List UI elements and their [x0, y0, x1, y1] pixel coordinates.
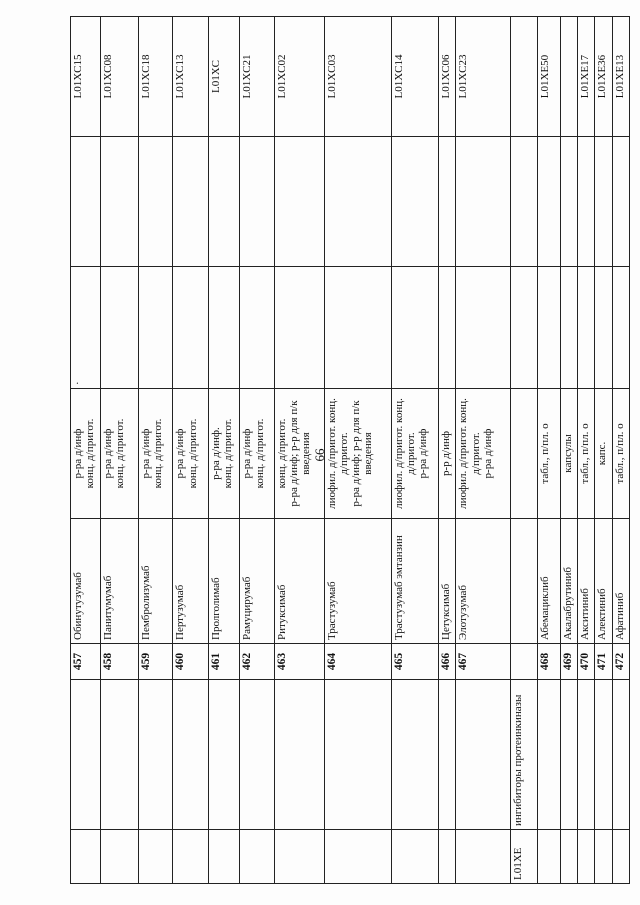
dosage-form-cell — [240, 389, 275, 519]
atx-code-cell: L01XC — [208, 17, 239, 137]
note-cell — [391, 267, 439, 389]
dosage-form-cell — [274, 389, 324, 519]
dosage-form-line: табл., п/пл. о — [613, 423, 626, 484]
group-name-cell — [595, 680, 612, 830]
table-row — [71, 17, 101, 884]
group-code-cell: L01XE — [511, 830, 538, 884]
dosage-form-cell — [71, 389, 101, 519]
drug-name-cell: Алектиниб — [595, 519, 612, 644]
drug-name-cell: Панитумумаб — [100, 519, 138, 644]
table-body — [71, 17, 630, 884]
atx-code-cell — [561, 17, 578, 137]
group-name-cell — [538, 680, 561, 830]
table-row — [439, 17, 456, 884]
group-name-cell — [561, 680, 578, 830]
drug-name-cell: Трастузумаб эмтанзин — [391, 519, 439, 644]
empty-cell — [324, 137, 391, 267]
group-code-cell — [439, 830, 456, 884]
table-row — [173, 17, 209, 884]
atx-code-cell: L01XC18 — [138, 17, 173, 137]
row-number-cell: 465 — [391, 644, 439, 680]
table-row — [240, 17, 275, 884]
note-cell — [240, 267, 275, 389]
empty-cell — [538, 137, 561, 267]
note-cell — [511, 267, 538, 389]
row-number-cell: 457 — [71, 644, 101, 680]
dosage-form-line: лиофил. д/пригот. конц. — [392, 398, 405, 509]
drug-name-cell: Обинутузумаб — [71, 519, 101, 644]
group-code-cell — [391, 830, 439, 884]
atx-code-cell: L01XE13 — [612, 17, 629, 137]
dosage-form-line: р-ра д/инф — [174, 428, 187, 479]
row-number-cell — [511, 644, 538, 680]
dosage-form-line: конц. д/пригот. — [186, 418, 199, 489]
atx-code-cell: L01XC08 — [100, 17, 138, 137]
dosage-form-line: капсулы — [562, 434, 575, 473]
group-name-cell — [439, 680, 456, 830]
note-cell — [439, 267, 456, 389]
group-name-cell — [612, 680, 629, 830]
group-code-cell — [595, 830, 612, 884]
group-code-cell — [173, 830, 209, 884]
group-code-cell — [71, 830, 101, 884]
empty-cell — [456, 137, 511, 267]
table-row — [208, 17, 239, 884]
dosage-form-line: р-ра д/инф — [241, 428, 254, 479]
atx-code-cell: L01XC02 — [274, 17, 324, 137]
page-number: 66 — [312, 448, 327, 462]
row-number-cell: 470 — [578, 644, 595, 680]
atx-code-cell: L01XE17 — [578, 17, 595, 137]
dosage-form-cell — [138, 389, 173, 519]
dosage-form-cell — [612, 389, 629, 519]
dosage-form-line: конц. д/пригот. — [222, 418, 235, 489]
dosage-form-line: конц. д/пригот. — [151, 418, 164, 489]
dosage-form-line: конц. д/пригот. — [275, 418, 288, 489]
dosage-form-line: конц. д/пригот. — [84, 418, 97, 489]
row-number-cell: 469 — [561, 644, 578, 680]
group-name-cell — [578, 680, 595, 830]
group-name-cell — [71, 680, 101, 830]
table-row — [538, 17, 561, 884]
row-number-cell: 472 — [612, 644, 629, 680]
group-code-cell — [240, 830, 275, 884]
row-number-cell: 460 — [173, 644, 209, 680]
group-name-cell: ингибиторы протеинкиназы — [511, 680, 538, 830]
group-code-cell — [456, 830, 511, 884]
dosage-form-line: введения — [300, 432, 313, 475]
drug-list-table — [70, 16, 630, 884]
dosage-form-cell — [391, 389, 439, 519]
group-code-cell — [274, 830, 324, 884]
atx-code-cell: L01XC13 — [173, 17, 209, 137]
atx-code-cell: L01XC06 — [439, 17, 456, 137]
empty-cell — [578, 137, 595, 267]
dosage-form-line: введения — [362, 432, 375, 475]
dosage-form-line: д/пригот. — [404, 432, 417, 475]
empty-cell — [561, 137, 578, 267]
group-name-cell — [100, 680, 138, 830]
dosage-form-cell — [173, 389, 209, 519]
dosage-form-cell — [439, 389, 456, 519]
empty-cell — [138, 137, 173, 267]
group-code-cell — [138, 830, 173, 884]
dosage-form-line: табл., п/пл. о — [579, 423, 592, 484]
dosage-form-line: капс. — [596, 441, 609, 466]
note-cell — [274, 267, 324, 389]
empty-cell — [612, 137, 629, 267]
empty-cell — [391, 137, 439, 267]
note-cell — [456, 267, 511, 389]
empty-cell — [240, 137, 275, 267]
dosage-form-line: табл., п/пл. о — [539, 423, 552, 484]
drug-name-cell: Ритуксимаб — [274, 519, 324, 644]
dosage-form-cell — [100, 389, 138, 519]
dosage-form-line: р-ра д/инф — [417, 428, 430, 479]
dosage-form-line: р-ра д/инф. — [209, 427, 222, 480]
table-row — [100, 17, 138, 884]
empty-cell — [439, 137, 456, 267]
atx-code-cell: L01XC14 — [391, 17, 439, 137]
atx-code-cell: L01XE36 — [595, 17, 612, 137]
drug-name-cell — [511, 519, 538, 644]
drug-name-cell: Акситиниб — [578, 519, 595, 644]
group-name-cell — [208, 680, 239, 830]
row-number-cell: 467 — [456, 644, 511, 680]
empty-cell — [208, 137, 239, 267]
dosage-form-line: р-ра д/инф; р-р для п/к — [350, 400, 363, 507]
dosage-form-cell — [538, 389, 561, 519]
table-row — [456, 17, 511, 884]
atx-code-cell: L01XC03 — [324, 17, 391, 137]
note-cell — [208, 267, 239, 389]
group-code-cell — [578, 830, 595, 884]
group-name-cell — [240, 680, 275, 830]
drug-name-cell: Акалабрутиниб — [561, 519, 578, 644]
atx-code-cell — [511, 17, 538, 137]
atx-code-cell: L01XC21 — [240, 17, 275, 137]
dosage-form-line: р-ра д/инф — [72, 428, 84, 479]
group-name-cell — [324, 680, 391, 830]
dosage-form-line: р-ра д/инф — [139, 428, 152, 479]
table-row — [578, 17, 595, 884]
dosage-form-cell — [595, 389, 612, 519]
dosage-form-line: лиофил. д/пригот. конц. — [325, 398, 338, 509]
empty-cell — [71, 137, 101, 267]
note-cell — [173, 267, 209, 389]
table-row — [391, 17, 439, 884]
table-row — [274, 17, 324, 884]
dosage-form-cell — [561, 389, 578, 519]
drug-name-cell: Рамуцирумаб — [240, 519, 275, 644]
atx-code-cell: L01XC15 — [71, 17, 101, 137]
group-code-cell — [208, 830, 239, 884]
empty-cell — [274, 137, 324, 267]
group-code-cell — [324, 830, 391, 884]
drug-name-cell: Пертузумаб — [173, 519, 209, 644]
atx-code-cell: L01XC23 — [456, 17, 511, 137]
table-row — [561, 17, 578, 884]
drug-name-cell: Афатиниб — [612, 519, 629, 644]
group-code-cell — [561, 830, 578, 884]
drug-name-cell: Цетуксимаб — [439, 519, 456, 644]
group-name-cell — [274, 680, 324, 830]
table-row — [595, 17, 612, 884]
empty-cell — [595, 137, 612, 267]
note-cell — [578, 267, 595, 389]
note-cell — [538, 267, 561, 389]
table-row — [324, 17, 391, 884]
row-number-cell: 466 — [439, 644, 456, 680]
row-number-cell: 461 — [208, 644, 239, 680]
dosage-form-line: д/пригот. — [469, 432, 482, 475]
group-code-cell — [612, 830, 629, 884]
group-header-row — [511, 17, 538, 884]
row-number-cell: 462 — [240, 644, 275, 680]
drug-name-cell: Трастузумаб — [324, 519, 391, 644]
group-name-cell — [138, 680, 173, 830]
row-number-cell: 458 — [100, 644, 138, 680]
dosage-form-line: р-ра д/инф — [481, 428, 494, 479]
drug-name-cell: Абемациклиб — [538, 519, 561, 644]
dosage-form-line: р-ра д/инф — [101, 428, 114, 479]
dosage-form-line: р-ра д/инф; р-р для п/к — [288, 400, 301, 507]
dosage-form-line: конц. д/пригот. — [114, 418, 127, 489]
group-name-cell — [456, 680, 511, 830]
dosage-form-line: конц. д/пригот. — [253, 418, 266, 489]
atx-code-cell: L01XE50 — [538, 17, 561, 137]
drug-name-cell: Пролголимаб — [208, 519, 239, 644]
dosage-form-cell — [578, 389, 595, 519]
note-cell — [324, 267, 391, 389]
group-code-cell — [538, 830, 561, 884]
dosage-form-cell — [456, 389, 511, 519]
note-cell — [595, 267, 612, 389]
dosage-form-cell — [324, 389, 391, 519]
note-cell — [138, 267, 173, 389]
row-number-cell: 459 — [138, 644, 173, 680]
note-cell: · — [71, 267, 101, 389]
dosage-form-line: д/пригот. — [337, 432, 350, 475]
dosage-form-cell — [208, 389, 239, 519]
dosage-form-cell — [511, 389, 538, 519]
group-name-cell — [391, 680, 439, 830]
group-name-cell — [173, 680, 209, 830]
row-number-cell: 468 — [538, 644, 561, 680]
row-number-cell: 463 — [274, 644, 324, 680]
empty-cell — [100, 137, 138, 267]
table-row — [138, 17, 173, 884]
dosage-form-line: р-р д/инф — [440, 431, 453, 476]
empty-cell — [173, 137, 209, 267]
row-number-cell: 471 — [595, 644, 612, 680]
table-row — [612, 17, 629, 884]
note-cell — [561, 267, 578, 389]
empty-cell — [511, 137, 538, 267]
note-cell — [612, 267, 629, 389]
dosage-form-line: лиофил. д/пригот. конц. — [457, 398, 470, 509]
drug-name-cell: Элотузумаб — [456, 519, 511, 644]
rotated-table-container — [70, 17, 630, 884]
row-number-cell: 464 — [324, 644, 391, 680]
drug-name-cell: Пембролизумаб — [138, 519, 173, 644]
note-cell — [100, 267, 138, 389]
group-code-cell — [100, 830, 138, 884]
